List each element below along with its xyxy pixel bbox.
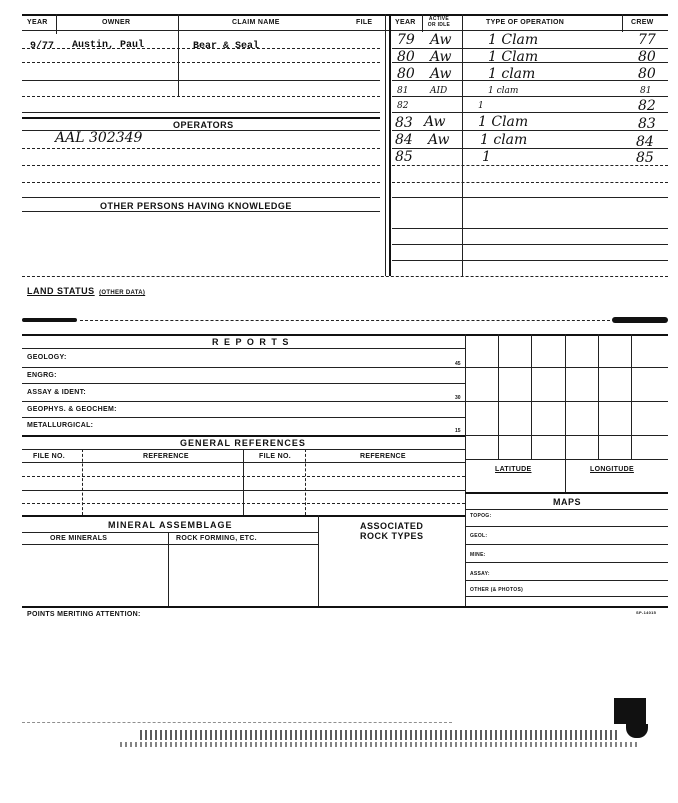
gen-ref-col <box>305 449 306 515</box>
owner-row-line <box>22 48 380 49</box>
owner-row-line <box>22 112 380 113</box>
op-status: AID <box>430 86 448 96</box>
report-label: GEOPHYS. & GEOCHEM: <box>27 406 117 413</box>
operators-rule <box>22 117 380 119</box>
land-status-label: LAND STATUS <box>27 286 95 296</box>
gen-ref-file-no: FILE NO. <box>33 453 65 460</box>
land-status-line <box>80 320 610 321</box>
op-year: 82 <box>397 101 409 111</box>
ops-row-line <box>392 130 668 131</box>
report-label: ENGRG: <box>27 372 57 379</box>
reports-bottom-rule <box>22 435 465 437</box>
operators-line <box>22 197 380 198</box>
general-references-title: GENERAL REFERENCES <box>180 438 306 448</box>
grid-row <box>465 401 668 402</box>
map-item: MINE: <box>470 552 486 558</box>
ops-row-line <box>392 260 668 261</box>
operators-line <box>22 165 380 166</box>
rock-types-label: ROCK TYPES <box>360 531 424 541</box>
maps-top-rule <box>465 492 668 494</box>
op-year: 85 <box>395 149 413 165</box>
col-sep <box>622 14 623 32</box>
reports-line <box>22 383 465 384</box>
op-year: 84 <box>395 132 413 148</box>
ops-row-line <box>392 96 668 97</box>
maps-line <box>465 596 668 597</box>
operators-line <box>22 148 380 149</box>
scan-noise <box>120 742 640 747</box>
land-status-sub: (OTHER DATA) <box>99 290 146 296</box>
scan-noise <box>140 730 620 740</box>
smudge <box>22 318 77 322</box>
header-crew: CREW <box>631 19 654 26</box>
reports-line <box>22 417 465 418</box>
owner-entry-year: 9/77 <box>30 41 55 52</box>
op-type: 1 Clam <box>488 49 539 65</box>
op-crew: 83 <box>638 116 656 132</box>
op-type: 1 clam <box>480 132 528 148</box>
op-type: 1 clam <box>488 86 519 96</box>
gen-ref-col <box>243 449 244 515</box>
header-type-of-operation: TYPE OF OPERATION <box>486 19 565 26</box>
owner-row-line <box>22 96 380 97</box>
bottom-rule <box>22 606 668 608</box>
grid-col <box>498 334 499 459</box>
col-sep <box>462 14 463 276</box>
owner-row-line <box>22 80 380 81</box>
grid-row <box>465 459 668 460</box>
op-status: Aw <box>428 132 450 148</box>
reports-top-rule <box>22 334 668 336</box>
op-year: 80 <box>397 49 415 65</box>
reports-line <box>22 367 465 368</box>
points-meriting-attention: POINTS MERITING ATTENTION: <box>27 611 141 618</box>
op-crew: 84 <box>636 134 654 150</box>
ops-row-line <box>392 112 668 113</box>
header-bottom-rule <box>22 30 668 31</box>
mineral-line <box>22 532 318 533</box>
report-label: GEOLOGY: <box>27 354 67 361</box>
associated-label: ASSOCIATED <box>360 521 424 531</box>
op-year: 80 <box>397 66 415 82</box>
reports-right-border <box>465 334 466 606</box>
grid-col <box>565 334 566 492</box>
scan-block <box>614 698 646 724</box>
op-type: 1 clam <box>488 66 536 82</box>
scan-block <box>626 724 648 738</box>
col-sep <box>422 14 423 32</box>
ops-row-line <box>392 148 668 149</box>
other-persons-line <box>22 211 380 212</box>
ore-minerals-label: ORE MINERALS <box>50 535 108 542</box>
gen-ref-file-no-2: FILE NO. <box>259 453 291 460</box>
gen-ref-line <box>22 462 465 463</box>
header-owner: OWNER <box>102 19 131 26</box>
ops-row-line <box>392 182 668 183</box>
report-num: 45 <box>455 361 461 367</box>
op-crew: 82 <box>638 98 656 114</box>
gen-ref-line <box>22 490 465 491</box>
owner-entry-name: Austin, Paul <box>72 40 145 51</box>
mineral-col <box>318 515 319 606</box>
mineral-title: MINERAL ASSEMBLAGE <box>108 520 233 530</box>
reports-title: R E P O R T S <box>212 337 290 347</box>
header-year-2: YEAR <box>395 19 416 26</box>
report-label: ASSAY & IDENT: <box>27 389 87 396</box>
gen-ref-col <box>82 449 83 515</box>
gen-ref-line <box>22 476 465 477</box>
rock-forming-label: ROCK FORMING, ETC. <box>176 535 257 542</box>
op-type: 1 Clam <box>488 32 539 48</box>
map-item: TOPOG: <box>470 513 492 519</box>
ops-row-line <box>392 244 668 245</box>
map-item: OTHER (& PHOTOS) <box>470 587 524 593</box>
gen-ref-reference: REFERENCE <box>143 453 189 460</box>
owner-row-line <box>22 62 380 63</box>
other-persons-label: OTHER PERSONS HAVING KNOWLEDGE <box>100 201 292 211</box>
land-status-heading <box>27 281 145 299</box>
op-status: Aw <box>430 32 452 48</box>
grid-col <box>531 334 532 459</box>
op-status: Aw <box>430 49 452 65</box>
col-sep <box>56 14 57 34</box>
op-type: 1 <box>478 101 484 111</box>
op-type: 1 <box>482 149 491 165</box>
grid-row <box>465 367 668 368</box>
col-sep <box>178 14 179 96</box>
mineral-line <box>22 544 318 545</box>
header-file: FILE <box>356 19 373 26</box>
latitude-label: LATITUDE <box>495 466 532 473</box>
smudge <box>612 317 668 323</box>
report-label: METALLURGICAL: <box>27 422 94 429</box>
top-section-bottom <box>22 276 668 277</box>
maps-line <box>465 509 668 510</box>
grid-col <box>631 334 632 459</box>
ops-row-line <box>392 228 668 229</box>
report-num: 15 <box>455 428 461 434</box>
op-year: 83 <box>395 115 413 131</box>
op-crew: 80 <box>638 49 656 65</box>
op-crew: 77 <box>638 32 656 48</box>
map-item: GEOL: <box>470 533 488 539</box>
maps-line <box>465 562 668 563</box>
op-status: Aw <box>424 114 446 130</box>
top-border <box>22 14 668 16</box>
maps-title: MAPS <box>553 497 582 507</box>
header-claim-name: CLAIM NAME <box>232 19 280 26</box>
op-crew: 81 <box>640 86 652 96</box>
ops-row-line <box>392 197 668 198</box>
col-sep-main <box>385 14 386 276</box>
ops-row-line <box>392 165 668 166</box>
op-year: 79 <box>397 32 415 48</box>
op-crew: 80 <box>638 66 656 82</box>
scan-noise-line <box>22 722 452 723</box>
report-num: 30 <box>455 395 461 401</box>
operators-entry: AAL 302349 <box>55 130 143 146</box>
form-id: SP-14015 <box>636 610 657 615</box>
longitude-label: LONGITUDE <box>590 466 634 473</box>
map-item: ASSAY: <box>470 571 490 577</box>
gen-ref-reference-2: REFERENCE <box>360 453 406 460</box>
header-active-idle: ACTIVE OR IDLE <box>427 16 451 28</box>
header-year: YEAR <box>27 19 48 26</box>
grid-col <box>598 334 599 459</box>
operators-label: OPERATORS <box>173 120 234 130</box>
op-type: 1 Clam <box>478 114 529 130</box>
gen-ref-bottom <box>22 515 465 517</box>
col-sep-main-2 <box>389 14 391 276</box>
reports-line <box>22 348 465 349</box>
reports-line <box>22 401 465 402</box>
gen-ref-line <box>22 503 465 504</box>
operators-line <box>22 182 380 183</box>
maps-line <box>465 526 668 527</box>
op-year: 81 <box>397 86 409 96</box>
maps-line <box>465 580 668 581</box>
op-status: Aw <box>430 66 452 82</box>
grid-row <box>465 435 668 436</box>
op-crew: 85 <box>636 150 654 166</box>
mineral-col <box>168 532 169 606</box>
maps-line <box>465 544 668 545</box>
owner-entry-claim: Bear & Seal <box>193 41 260 52</box>
